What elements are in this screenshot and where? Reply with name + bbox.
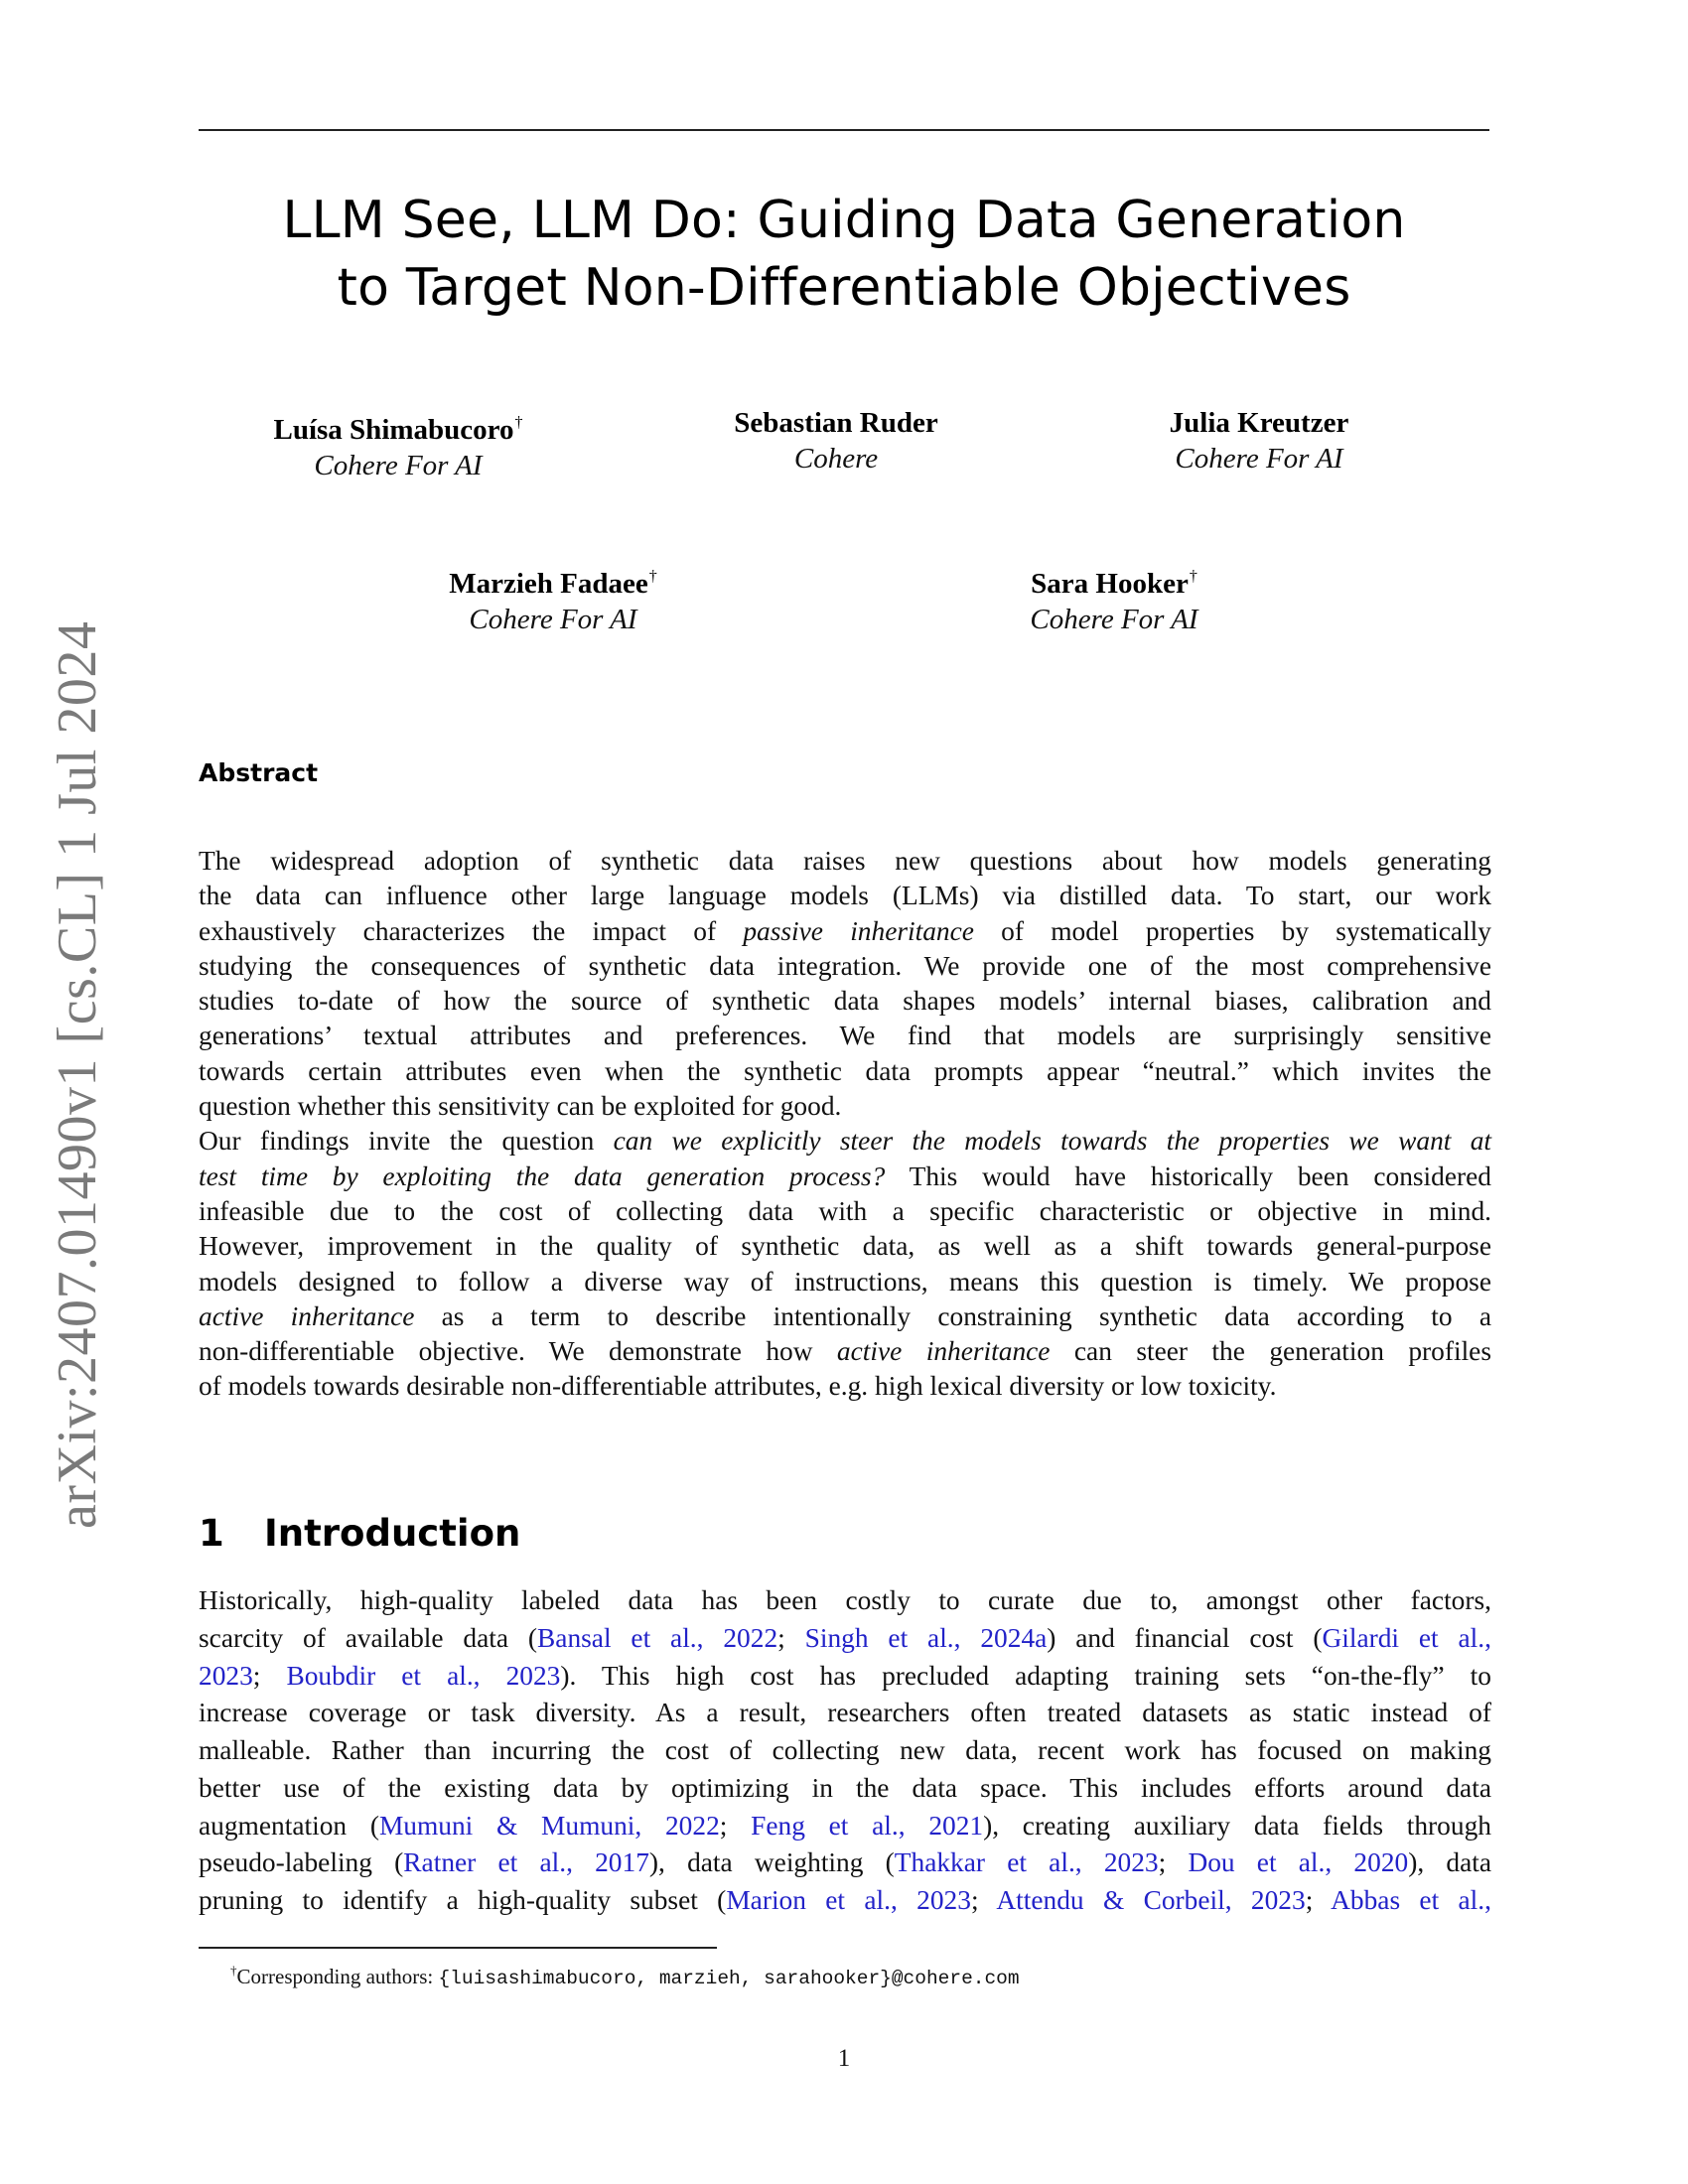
author-affiliation: Cohere For AI bbox=[469, 604, 637, 635]
text-line bbox=[199, 1334, 1491, 1369]
text-run: ). This high cost has precluded adapting training sets “on-the-fly” to bbox=[560, 1660, 1491, 1691]
text-run: of models towards desirable non-differentiable attributes, e.g. high lexical diversity or low toxicity. bbox=[199, 1371, 1277, 1402]
author-block bbox=[1030, 559, 1197, 637]
author-name: Sara Hooker† bbox=[1031, 568, 1197, 600]
text-line bbox=[199, 1695, 1491, 1732]
footnote-rule bbox=[199, 1947, 717, 1949]
text-line bbox=[199, 1658, 1491, 1696]
text-line bbox=[199, 1844, 1491, 1882]
citation-link[interactable]: Thakkar et al., 2023 bbox=[894, 1847, 1159, 1878]
citation-link[interactable]: Gilardi et al., bbox=[1322, 1622, 1491, 1653]
text-line bbox=[199, 1229, 1491, 1264]
corresponding-mark: † bbox=[514, 414, 523, 431]
text-line bbox=[199, 1019, 1491, 1053]
citation-link[interactable]: Bansal et al., 2022 bbox=[537, 1622, 778, 1653]
title-line-1: LLM See, LLM Do: Guiding Data Generation bbox=[282, 191, 1406, 250]
text-run: studies to-date of how the source of synthetic data shapes models’ internal biases, calibration and bbox=[199, 986, 1491, 1017]
text-run: However, improvement in the quality of synthetic data, as well as a shift towards general-purpose bbox=[199, 1231, 1491, 1262]
emphasis-text: passive inheritance bbox=[743, 915, 974, 946]
text-run: as a term to describe intentionally constraining synthetic data according to a bbox=[414, 1300, 1491, 1331]
author-affiliation: Cohere For AI bbox=[1175, 443, 1343, 475]
text-run: pseudo-labeling ( bbox=[199, 1847, 404, 1878]
text-run: models designed to follow a diverse way of instructions, means this question is timely. We propose bbox=[199, 1266, 1491, 1297]
title-line-2: to Target Non-Differentiable Objectives bbox=[337, 258, 1351, 318]
top-rule bbox=[199, 129, 1489, 131]
text-line bbox=[199, 984, 1491, 1019]
text-run: non-differentiable objective. We demonstrate how bbox=[199, 1336, 837, 1367]
text-line bbox=[199, 914, 1491, 949]
corresponding-mark: † bbox=[648, 568, 657, 585]
text-run: ; bbox=[1305, 1885, 1332, 1915]
text-run: Historically, high-quality labeled data has been costly to curate due to, amongst other factors, bbox=[199, 1585, 1491, 1615]
text-line bbox=[199, 1620, 1491, 1658]
author-affiliation: Cohere bbox=[793, 443, 879, 475]
author-block bbox=[449, 559, 657, 637]
text-line bbox=[199, 1054, 1491, 1089]
author-block bbox=[734, 405, 937, 477]
text-run: towards certain attributes even when the synthetic data prompts appear “neutral.” which invites the bbox=[199, 1055, 1491, 1086]
text-run: of model properties by systematically bbox=[973, 915, 1491, 946]
text-run: Our findings invite the question bbox=[199, 1126, 614, 1157]
paper-title bbox=[199, 187, 1489, 322]
text-run: ; bbox=[1158, 1847, 1189, 1878]
emphasis-text: test time by exploiting the data generation process? bbox=[199, 1160, 886, 1191]
abstract-body bbox=[199, 844, 1491, 1405]
text-line bbox=[199, 844, 1491, 879]
author-affiliation: Cohere For AI bbox=[1030, 604, 1198, 635]
citation-link[interactable]: Abbas et al., bbox=[1331, 1885, 1491, 1915]
citation-link[interactable]: 2023 bbox=[199, 1660, 253, 1691]
text-run: ), data weighting ( bbox=[648, 1847, 895, 1878]
text-run: better use of the existing data by optimizing in the data space. This includes efforts around data bbox=[199, 1772, 1491, 1803]
text-line bbox=[199, 1299, 1491, 1334]
citation-link[interactable]: Marion et al., 2023 bbox=[726, 1885, 971, 1915]
text-line bbox=[199, 879, 1491, 913]
text-run: the data can influence other large language models (LLMs) via distilled data. To start, our work bbox=[199, 881, 1491, 911]
text-run: malleable. Rather than incurring the cost of collecting new data, recent work has focused on making bbox=[199, 1735, 1491, 1765]
footnote-label: Corresponding authors: bbox=[236, 1965, 439, 1988]
text-run: can steer the generation profiles bbox=[1050, 1336, 1491, 1367]
text-run: ; bbox=[252, 1660, 287, 1691]
emphasis-text: active inheritance bbox=[199, 1300, 415, 1331]
text-line bbox=[199, 1732, 1491, 1770]
abstract-heading: Abstract bbox=[199, 758, 319, 787]
text-run: studying the consequences of synthetic data integration. We provide one of the most comprehensive bbox=[199, 950, 1491, 981]
text-run: The widespread adoption of synthetic data raises new questions about how models generating bbox=[199, 846, 1491, 876]
text-run: ), data bbox=[1408, 1847, 1492, 1878]
text-run: infeasible due to the cost of collecting data with a specific characteristic or objective in mind. bbox=[199, 1195, 1491, 1226]
author-name: Julia Kreutzer bbox=[1169, 407, 1349, 439]
author-affiliation: Cohere For AI bbox=[314, 450, 483, 481]
citation-link[interactable]: Mumuni & Mumuni, 2022 bbox=[378, 1810, 720, 1841]
author-name: Marzieh Fadaee† bbox=[449, 568, 657, 600]
citation-link[interactable]: Singh et al., 2024a bbox=[804, 1622, 1048, 1653]
text-run: ), creating auxiliary data fields through bbox=[983, 1810, 1491, 1841]
corresponding-mark: † bbox=[1189, 568, 1197, 585]
author-name: Sebastian Ruder bbox=[734, 407, 938, 439]
text-line bbox=[199, 1265, 1491, 1299]
text-line bbox=[199, 1194, 1491, 1229]
text-line bbox=[199, 1582, 1491, 1620]
page-number: 1 bbox=[837, 2045, 851, 2072]
citation-link[interactable]: Attendu & Corbeil, 2023 bbox=[996, 1885, 1306, 1915]
text-run: increase coverage or task diversity. As a result, researchers often treated datasets as static instead of bbox=[199, 1698, 1491, 1728]
text-line bbox=[199, 1369, 1491, 1404]
emphasis-text: active inheritance bbox=[836, 1336, 1051, 1367]
text-run: augmentation ( bbox=[199, 1810, 379, 1841]
citation-link[interactable]: Dou et al., 2020 bbox=[1188, 1847, 1409, 1878]
section-heading-introduction bbox=[199, 1511, 520, 1557]
author-block bbox=[1170, 405, 1349, 477]
introduction-body bbox=[199, 1582, 1491, 1920]
text-line bbox=[199, 1770, 1491, 1808]
text-line bbox=[199, 1808, 1491, 1845]
citation-link[interactable]: Feng et al., 2021 bbox=[751, 1810, 984, 1841]
citation-link[interactable]: Boubdir et al., 2023 bbox=[286, 1660, 561, 1691]
text-run: scarcity of available data ( bbox=[199, 1622, 538, 1653]
text-line bbox=[199, 1124, 1491, 1159]
text-run: ; bbox=[777, 1622, 805, 1653]
arxiv-stamp: arXiv:2407.01490v1 [cs.CL] 1 Jul 2024 bbox=[47, 620, 108, 1529]
text-line bbox=[199, 1882, 1491, 1920]
text-run: question whether this sensitivity can be exploited for good. bbox=[199, 1091, 842, 1122]
text-run: This would have historically been considered bbox=[885, 1160, 1491, 1191]
text-line bbox=[199, 949, 1491, 984]
text-run: generations’ textual attributes and preferences. We find that models are surprisingly sensitive bbox=[199, 1021, 1491, 1051]
text-run: ; bbox=[970, 1885, 997, 1915]
text-run: exhaustively characterizes the impact of bbox=[199, 915, 744, 946]
citation-link[interactable]: Ratner et al., 2017 bbox=[403, 1847, 649, 1878]
footnote-emails: {luisashimabucoro, marzieh, sarahooker}@cohere.com bbox=[438, 1968, 1020, 1989]
text-line bbox=[199, 1089, 1491, 1124]
emphasis-text: can we explicitly steer the models towards the properties we want at bbox=[613, 1126, 1492, 1157]
text-run: ; bbox=[719, 1810, 752, 1841]
author-name: Luísa Shimabucoro† bbox=[273, 414, 523, 446]
section-title: Introduction bbox=[264, 1512, 521, 1555]
author-block bbox=[273, 405, 522, 483]
text-run: pruning to identify a high-quality subset ( bbox=[199, 1885, 727, 1915]
text-line bbox=[199, 1160, 1491, 1194]
section-number: 1 bbox=[199, 1512, 224, 1555]
footnote bbox=[230, 1956, 1020, 1993]
text-run: ) and financial cost ( bbox=[1047, 1622, 1323, 1653]
footnote-mark: † bbox=[230, 1963, 237, 1978]
